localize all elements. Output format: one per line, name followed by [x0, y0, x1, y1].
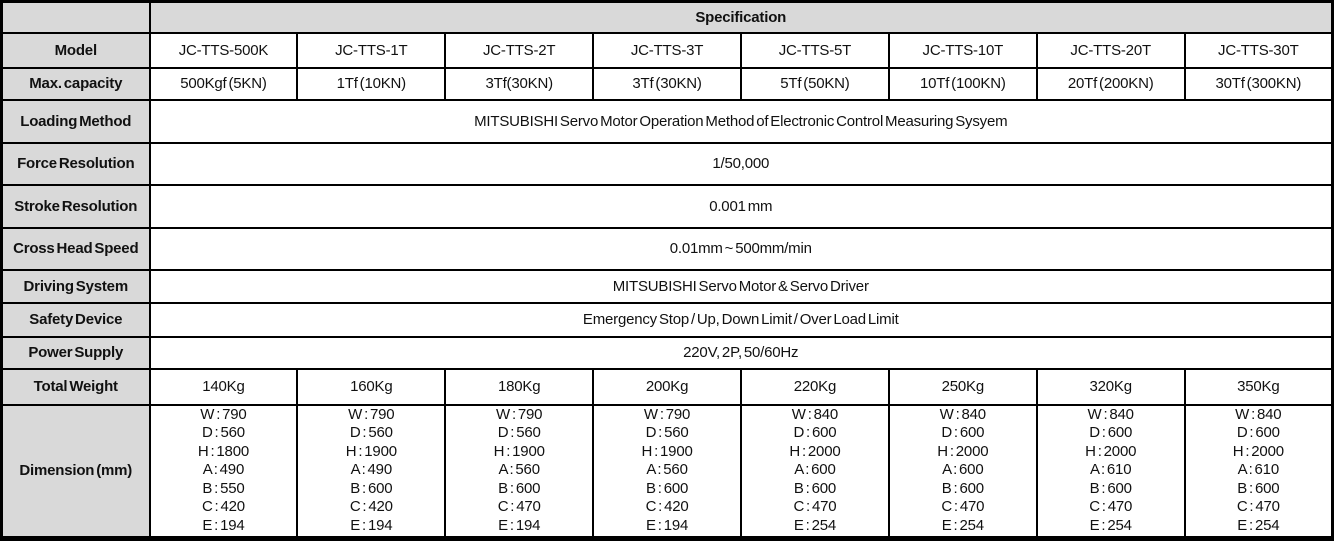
capacity-cell: 30Tf (300KN): [1185, 68, 1333, 100]
dimension-cell: W : 840 D : 600 H : 2000 A : 600 B : 600 C : 470 E : 254: [889, 405, 1037, 539]
row-label-capacity: Max. capacity: [2, 68, 150, 100]
row-label-total-weight: Total Weight: [2, 369, 150, 405]
table-row: [2, 228, 1333, 270]
weight-cell: 140Kg: [150, 369, 298, 405]
table-row: [2, 143, 1333, 185]
loading-method-value: MITSUBISHI Servo Motor Operation Method of Electronic Control Measuring Sysyem: [150, 100, 1333, 143]
row-label-dimension: Dimension (mm): [2, 405, 150, 539]
weight-cell: 160Kg: [297, 369, 445, 405]
weight-cell: 320Kg: [1037, 369, 1185, 405]
row-label-power-supply: Power Supply: [2, 337, 150, 369]
table-title: Specification: [150, 2, 1333, 33]
dimension-cell: W : 790 D : 560 H : 1900 A : 490 B : 600 C : 420 E : 194: [297, 405, 445, 539]
table-row: [2, 33, 1333, 68]
model-cell: JC-TTS-1T: [297, 33, 445, 68]
row-label-stroke-resolution: Stroke Resolution: [2, 185, 150, 228]
weight-cell: 220Kg: [741, 369, 889, 405]
capacity-cell: 500Kgf (5KN): [150, 68, 298, 100]
weight-cell: 180Kg: [445, 369, 593, 405]
table-row: [2, 185, 1333, 228]
power-supply-value: 220V, 2P, 50/60Hz: [150, 337, 1333, 369]
weight-cell: 200Kg: [593, 369, 741, 405]
table-row: [2, 405, 1333, 539]
dimension-cell: W : 840 D : 600 H : 2000 A : 610 B : 600 C : 470 E : 254: [1185, 405, 1333, 539]
dimension-cell: W : 790 D : 560 H : 1900 A : 560 B : 600 C : 420 E : 194: [593, 405, 741, 539]
row-label-model: Model: [2, 33, 150, 68]
table-row: [2, 303, 1333, 337]
row-label-safety-device: Safety Device: [2, 303, 150, 337]
cross-head-speed-value: 0.01mm ~ 500mm/min: [150, 228, 1333, 270]
capacity-cell: 3Tf (30KN): [593, 68, 741, 100]
table-row: [2, 2, 1333, 33]
model-cell: JC-TTS-30T: [1185, 33, 1333, 68]
capacity-cell: 5Tf (50KN): [741, 68, 889, 100]
dimension-cell: W : 840 D : 600 H : 2000 A : 610 B : 600 C : 470 E : 254: [1037, 405, 1185, 539]
capacity-cell: 20Tf (200KN): [1037, 68, 1185, 100]
corner-cell: [2, 2, 150, 33]
dimension-cell: W : 790 D : 560 H : 1900 A : 560 B : 600 C : 470 E : 194: [445, 405, 593, 539]
capacity-cell: 3Tf(30KN): [445, 68, 593, 100]
table-row: [2, 369, 1333, 405]
weight-cell: 350Kg: [1185, 369, 1333, 405]
force-resolution-value: 1/50,000: [150, 143, 1333, 185]
model-cell: JC-TTS-20T: [1037, 33, 1185, 68]
row-label-cross-head-speed: Cross Head Speed: [2, 228, 150, 270]
dimension-cell: W : 790 D : 560 H : 1800 A : 490 B : 550 C : 420 E : 194: [150, 405, 298, 539]
table-row: [2, 270, 1333, 303]
capacity-cell: 1Tf (10KN): [297, 68, 445, 100]
driving-system-value: MITSUBISHI Servo Motor & Servo Driver: [150, 270, 1333, 303]
table-row: [2, 100, 1333, 143]
row-label-driving-system: Driving System: [2, 270, 150, 303]
model-cell: JC-TTS-10T: [889, 33, 1037, 68]
model-cell: JC-TTS-2T: [445, 33, 593, 68]
model-cell: JC-TTS-5T: [741, 33, 889, 68]
row-label-force-resolution: Force Resolution: [2, 143, 150, 185]
row-label-loading-method: Loading Method: [2, 100, 150, 143]
weight-cell: 250Kg: [889, 369, 1037, 405]
table-row: [2, 337, 1333, 369]
model-cell: JC-TTS-3T: [593, 33, 741, 68]
stroke-resolution-value: 0.001 mm: [150, 185, 1333, 228]
table-row: [2, 68, 1333, 100]
safety-device-value: Emergency Stop / Up, Down Limit / Over Load Limit: [150, 303, 1333, 337]
capacity-cell: 10Tf (100KN): [889, 68, 1037, 100]
dimension-cell: W : 840 D : 600 H : 2000 A : 600 B : 600 C : 470 E : 254: [741, 405, 889, 539]
model-cell: JC-TTS-500K: [150, 33, 298, 68]
